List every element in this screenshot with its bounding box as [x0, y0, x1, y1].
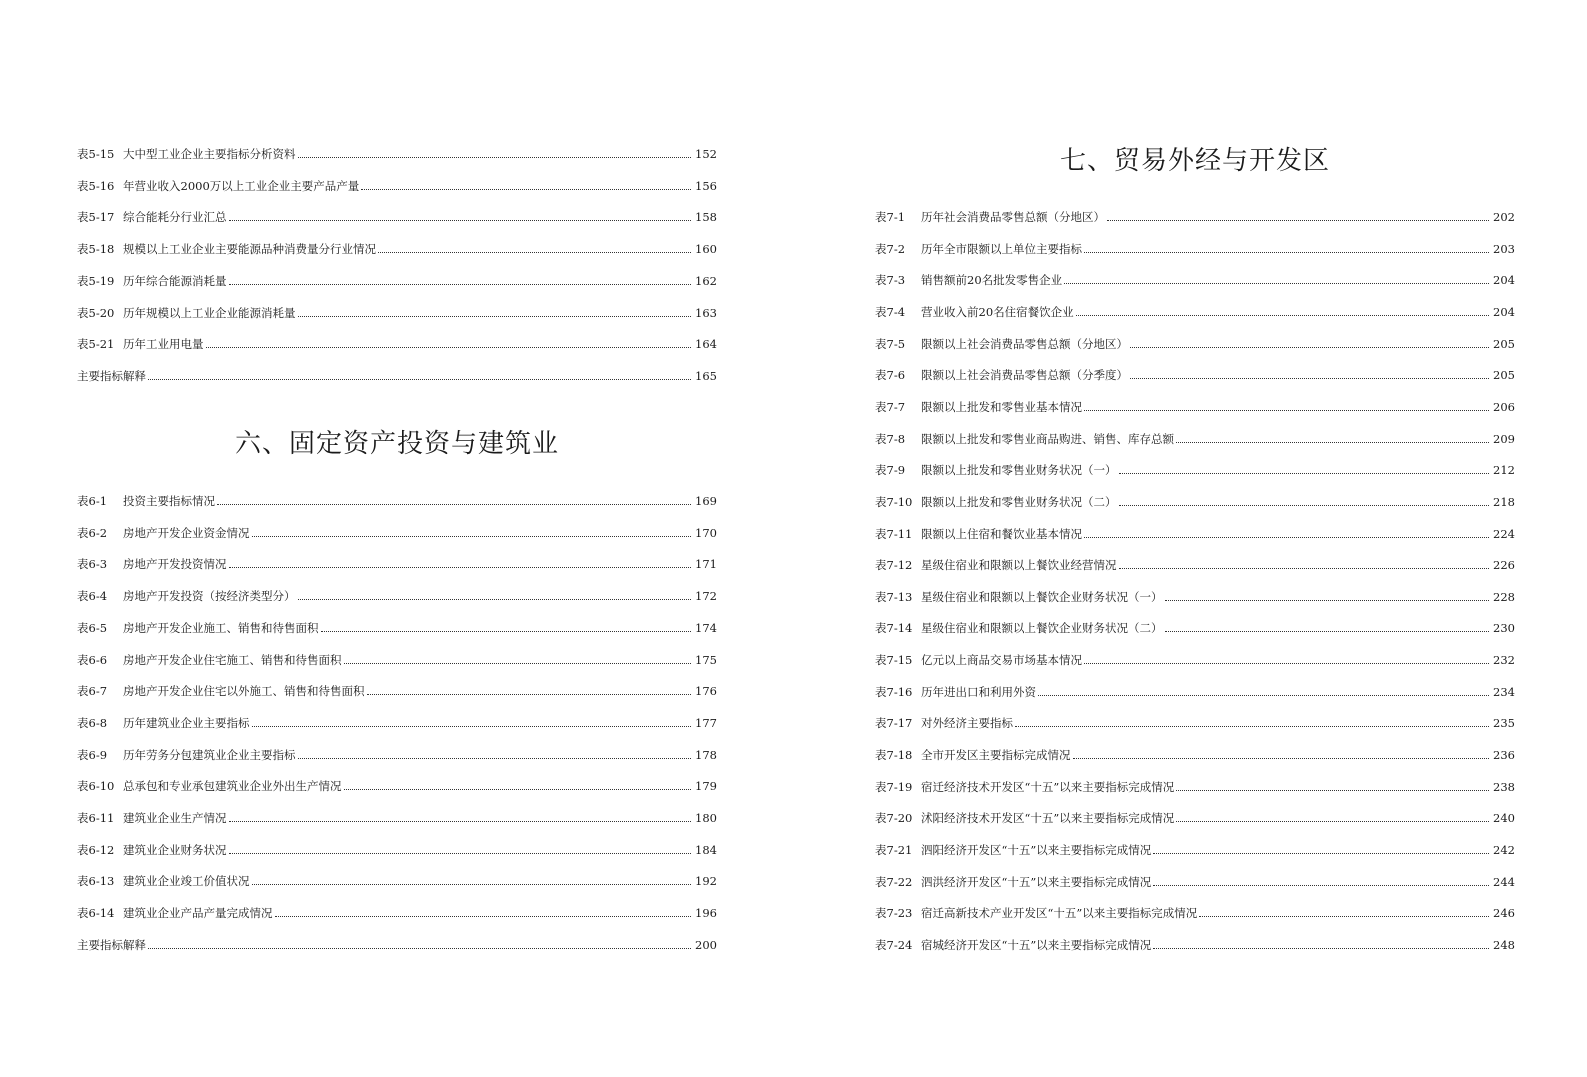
toc-leader-dots: [344, 663, 692, 664]
toc-entry[interactable]: [77, 647, 717, 667]
toc-entry-title: 年营业收入2000万以上工业企业主要产品产量: [123, 178, 360, 193]
toc-entry-code: 表7-4: [875, 304, 906, 319]
toc-entry-label: [875, 811, 1174, 825]
toc-entry[interactable]: [77, 678, 717, 698]
toc-leader-dots: [1176, 790, 1489, 791]
toc-entry-page-number: 206: [1493, 399, 1515, 414]
toc-entry-label: [875, 337, 1128, 351]
toc-entry[interactable]: [77, 805, 717, 825]
toc-leader-dots: [1176, 442, 1489, 443]
toc-entry-code: 表7-21: [875, 843, 913, 857]
toc-entry-label: [875, 210, 1105, 224]
toc-leader-dots: [1165, 600, 1490, 601]
toc-entry-page-number: 175: [695, 652, 717, 667]
toc-entry-code: 表7-9: [875, 463, 906, 478]
toc-entry-label: [875, 621, 1163, 635]
toc-entry-page-number: 158: [695, 210, 717, 225]
toc-entry-label: [875, 716, 1013, 730]
toc-entry[interactable]: [875, 362, 1515, 382]
toc-entry-code: 表7-24: [875, 937, 913, 952]
toc-entry-label: [875, 875, 1151, 889]
toc-entry-code: 表5-21: [77, 337, 115, 352]
toc-entry-code: 表7-14: [875, 621, 913, 636]
toc-entry-label: [77, 557, 227, 571]
toc-entry-code: 表7-15: [875, 653, 913, 668]
toc-entry-title: 历年进出口和利用外资: [921, 684, 1036, 699]
section-title-6: 六、固定资产投资与建筑业: [234, 429, 559, 459]
toc-entry-title: 宿迁高新技术产业开发区“十五”以来主要指标完成情况: [921, 906, 1198, 921]
toc-entry-title: 房地产开发投资情况: [123, 557, 227, 572]
toc-entry-title: 限额以上社会消费品零售总额（分地区）: [921, 336, 1128, 351]
toc-entry-code: 表6-7: [77, 684, 108, 699]
toc-entry[interactable]: [77, 488, 717, 508]
toc-entry-title: 历年劳务分包建筑业企业主要指标: [123, 747, 296, 762]
toc-leader-dots: [1130, 378, 1489, 379]
toc-entry-label: [875, 527, 1082, 541]
toc-entry-label: [77, 494, 215, 508]
toc-entry-code: 表5-20: [77, 305, 115, 320]
toc-leader-dots: [361, 189, 691, 190]
toc-leader-dots: [298, 758, 692, 759]
toc-entry-code: 表6-14: [77, 906, 115, 921]
toc-entry-code: 表5-18: [77, 242, 115, 257]
toc-entry[interactable]: [77, 141, 717, 161]
toc-leader-dots: [206, 347, 692, 348]
section-title-7: 七、贸易外经与开发区: [1059, 146, 1330, 176]
toc-entry[interactable]: [875, 742, 1515, 762]
toc-entry-page-number: 226: [1493, 558, 1515, 573]
toc-entry[interactable]: [875, 615, 1515, 635]
toc-entry-label: [875, 780, 1174, 794]
toc-entry-label: [77, 843, 227, 857]
toc-leader-dots: [1153, 948, 1489, 949]
toc-entry-label: [875, 305, 1074, 319]
toc-leader-dots: [229, 567, 692, 568]
toc-entry[interactable]: [77, 932, 717, 952]
toc-entry-code: 表6-2: [77, 525, 108, 540]
toc-entry-page-number: 184: [695, 842, 717, 857]
toc-entry-label: [875, 558, 1117, 572]
toc-entry-title: 泗阳经济开发区“十五”以来主要指标完成情况: [921, 843, 1152, 857]
toc-entry[interactable]: [77, 868, 717, 888]
toc-entry-code: 表7-3: [875, 273, 906, 288]
toc-entry-label: [875, 273, 1062, 287]
toc-entry[interactable]: [875, 457, 1515, 477]
toc-entry-label: [77, 526, 250, 540]
toc-entry-title: 投资主要指标情况: [123, 494, 215, 508]
toc-leader-dots: [229, 220, 692, 221]
toc-entry-page-number: 174: [695, 620, 717, 635]
toc-entry-code: 表7-23: [875, 906, 913, 921]
toc-entry-code: 表7-17: [875, 716, 913, 731]
toc-entry-label: [77, 306, 296, 320]
toc-entry[interactable]: [77, 837, 717, 857]
toc-entry[interactable]: [875, 331, 1515, 351]
toc-leader-dots: [1165, 631, 1490, 632]
toc-leader-dots: [1107, 220, 1489, 221]
toc-leader-dots: [1130, 347, 1489, 348]
toc-entry-page-number: 202: [1493, 210, 1515, 224]
toc-entry-label: [77, 147, 296, 161]
toc-entry-title: 销售额前20名批发零售企业: [921, 273, 1063, 288]
toc-entry-label: [77, 748, 296, 762]
toc-entry-page-number: 160: [695, 242, 717, 257]
toc-entry-title: 大中型工业企业主要指标分析资料: [123, 147, 296, 161]
toc-entry[interactable]: [77, 331, 717, 351]
toc-entry[interactable]: [77, 363, 717, 383]
toc-entry-title: 星级住宿业和限额以上餐饮业经营情况: [921, 558, 1117, 573]
toc-entry-title: 历年全市限额以上单位主要指标: [921, 241, 1082, 256]
toc-entry-title: 限额以上批发和零售业财务状况（一）: [921, 463, 1117, 478]
toc-entry-page-number: 235: [1493, 716, 1515, 731]
toc-entry[interactable]: [875, 267, 1515, 287]
toc-entry-page-number: 212: [1493, 463, 1515, 478]
toc-entry-label: [875, 368, 1128, 382]
toc-entry-page-number: 228: [1493, 589, 1515, 604]
toc-entry-page-number: 218: [1493, 494, 1515, 509]
toc-entry-code: 表7-20: [875, 811, 913, 826]
toc-entry-page-number: 224: [1493, 526, 1515, 541]
toc-leader-dots: [148, 948, 691, 949]
toc-entry-title: 建筑业企业生产情况: [123, 811, 227, 825]
toc-entry-label: [875, 653, 1082, 667]
toc-entry-label: [77, 589, 296, 603]
toc-entry-title: 限额以上批发和零售业财务状况（二）: [921, 494, 1117, 509]
toc-entry-code: 表7-22: [875, 874, 913, 889]
toc-entry-page-number: 196: [695, 906, 717, 921]
toc-entry[interactable]: [875, 552, 1515, 572]
toc-entry-title: 建筑业企业竣工价值状况: [123, 874, 250, 889]
toc-entry-title: 星级住宿业和限额以上餐饮企业财务状况（一）: [921, 589, 1163, 604]
toc-entry-title: 限额以上住宿和餐饮业基本情况: [921, 526, 1082, 541]
toc-entry-label: [77, 242, 376, 256]
toc-leader-dots: [1119, 473, 1490, 474]
toc-entry[interactable]: [77, 173, 717, 193]
toc-leader-dots: [1064, 283, 1489, 284]
toc-entry-code: 表6-3: [77, 557, 108, 572]
toc-entry-page-number: 236: [1493, 748, 1515, 763]
toc-entry-code: 表7-19: [875, 779, 913, 794]
toc-entry[interactable]: [875, 236, 1515, 256]
toc-entry[interactable]: [875, 805, 1515, 825]
toc-entry-title: 建筑业企业财务状况: [123, 842, 227, 857]
toc-entry-code: 表5-15: [77, 147, 115, 161]
toc-entry-label: [77, 811, 227, 825]
toc-leader-dots: [298, 316, 692, 317]
toc-entry-title: 综合能耗分行业汇总: [123, 210, 227, 225]
toc-leader-dots: [1119, 505, 1490, 506]
toc-entry[interactable]: [875, 679, 1515, 699]
toc-entry-code: 表7-2: [875, 241, 906, 256]
toc-entry-code: 表6-13: [77, 874, 115, 889]
toc-entry-code: 表6-12: [77, 842, 115, 857]
toc-entry-title: 历年建筑业企业主要指标: [123, 715, 250, 730]
toc-entry-code: 表6-9: [77, 747, 108, 762]
toc-leader-dots: [252, 726, 692, 727]
toc-entry-page-number: 170: [695, 525, 717, 540]
toc-entry-title: 历年规模以上工业企业能源消耗量: [123, 305, 296, 320]
toc-entry-page-number: 244: [1493, 874, 1515, 889]
toc-entry-code: 表7-11: [875, 526, 913, 541]
toc-entry-page-number: 230: [1493, 621, 1515, 636]
toc-entry-page-number: 176: [695, 684, 717, 699]
toc-entry-code: 表6-10: [77, 779, 115, 794]
toc-entry-page-number: 163: [695, 305, 717, 320]
toc-entry-code: 表6-11: [77, 811, 115, 825]
toc-entry-label: [875, 590, 1163, 604]
toc-entry[interactable]: [875, 774, 1515, 794]
toc-entry-label: [77, 337, 204, 351]
toc-entry-label: [875, 463, 1117, 477]
toc-entry-title: 星级住宿业和限额以上餐饮企业财务状况（二）: [921, 621, 1163, 636]
toc-entry[interactable]: [875, 900, 1515, 920]
toc-entry-title: 全市开发区主要指标完成情况: [921, 748, 1071, 763]
toc-entry-code: 表7-12: [875, 558, 913, 573]
toc-entry[interactable]: [77, 204, 717, 224]
toc-entry-label: [875, 906, 1197, 920]
toc-entry-code: 表6-8: [77, 715, 108, 730]
toc-entry[interactable]: [875, 647, 1515, 667]
toc-entry-title: 房地产开发企业住宅以外施工、销售和待售面积: [123, 684, 365, 699]
toc-entry-code: 表7-13: [875, 589, 913, 604]
toc-entry-title: 历年综合能源消耗量: [123, 273, 227, 288]
toc-entry-title: 宿城经济开发区“十五”以来主要指标完成情况: [921, 937, 1152, 952]
toc-entry-title: 建筑业企业产品产量完成情况: [123, 906, 273, 921]
toc-entry-title: 历年工业用电量: [123, 337, 204, 352]
toc-leader-dots: [1176, 821, 1489, 822]
toc-entry-title: 历年社会消费品零售总额（分地区）: [921, 210, 1105, 224]
toc-entry-page-number: 200: [695, 937, 717, 952]
toc-entry-page-number: 205: [1493, 368, 1515, 383]
toc-entry-page-number: 172: [695, 589, 717, 604]
toc-leader-dots: [1084, 252, 1489, 253]
toc-entry-code: 表6-5: [77, 620, 108, 635]
toc-entry-label: [875, 242, 1082, 256]
toc-entry-title: 主要指标解释: [77, 368, 146, 383]
toc-leader-dots: [148, 379, 691, 380]
toc-entry[interactable]: [77, 900, 717, 920]
toc-entry[interactable]: [875, 204, 1515, 224]
toc-entry-page-number: 232: [1493, 653, 1515, 668]
toc-entry-page-number: 177: [695, 715, 717, 730]
toc-leader-dots: [1076, 315, 1489, 316]
toc-entry-label: [875, 495, 1117, 509]
toc-entry-page-number: 169: [695, 494, 717, 508]
toc-entry-code: 表7-7: [875, 399, 906, 414]
toc-leader-dots: [1153, 853, 1489, 854]
toc-entry-code: 表7-16: [875, 684, 913, 699]
toc-entry-label: [77, 621, 319, 635]
toc-entry[interactable]: [875, 869, 1515, 889]
toc-entry-label: [77, 653, 342, 667]
toc-entry-label: [875, 400, 1082, 414]
toc-leader-dots: [252, 884, 692, 885]
toc-leader-dots: [1084, 410, 1489, 411]
toc-entry-title: 亿元以上商品交易市场基本情况: [921, 653, 1082, 668]
toc-entry-title: 房地产开发投资（按经济类型分）: [123, 589, 296, 604]
toc-leader-dots: [1153, 885, 1489, 886]
toc-entry-page-number: 248: [1493, 937, 1515, 952]
toc-entry-label: [77, 716, 250, 730]
toc-leader-dots: [217, 504, 691, 505]
toc-entry-code: 表7-18: [875, 748, 913, 763]
toc-entry-title: 泗洪经济开发区“十五”以来主要指标完成情况: [921, 874, 1152, 889]
toc-leader-dots: [344, 789, 692, 790]
toc-entry[interactable]: [875, 710, 1515, 730]
toc-entry[interactable]: [77, 615, 717, 635]
toc-entry-code: 表7-1: [875, 210, 906, 224]
toc-leader-dots: [1119, 568, 1490, 569]
toc-entry[interactable]: [77, 710, 717, 730]
toc-entry-page-number: 234: [1493, 684, 1515, 699]
toc-entry-title: 房地产开发企业住宅施工、销售和待售面积: [123, 652, 342, 667]
toc-entry-title: 规模以上工业企业主要能源品种消费量分行业情况: [123, 242, 376, 257]
toc-entry[interactable]: [77, 742, 717, 762]
toc-leader-dots: [229, 284, 692, 285]
toc-entry[interactable]: [77, 300, 717, 320]
toc-entry[interactable]: [77, 773, 717, 793]
toc-entry-title: 宿迁经济技术开发区“十五”以来主要指标完成情况: [921, 779, 1175, 794]
toc-entry-page-number: 179: [695, 779, 717, 794]
toc-leader-dots: [298, 157, 692, 158]
toc-entry-page-number: 171: [695, 557, 717, 572]
toc-entry-page-number: 246: [1493, 906, 1515, 921]
toc-leader-dots: [229, 821, 692, 822]
toc-entry[interactable]: [875, 426, 1515, 446]
toc-entry-label: [875, 748, 1071, 762]
toc-entry-label: [77, 779, 342, 793]
toc-entry-code: 表5-19: [77, 273, 115, 288]
toc-entry-code: 表6-1: [77, 494, 108, 508]
toc-entry[interactable]: [875, 932, 1515, 952]
toc-leader-dots: [1015, 726, 1489, 727]
toc-entry-label: [77, 906, 273, 920]
toc-entry-title: 房地产开发企业资金情况: [123, 525, 250, 540]
toc-entry-label: [77, 874, 250, 888]
toc-entry-title: 限额以上批发和零售业商品购进、销售、库存总额: [921, 431, 1174, 446]
toc-entry-page-number: 240: [1493, 811, 1515, 826]
toc-entry-label: [77, 938, 146, 952]
toc-entry[interactable]: [77, 520, 717, 540]
toc-entry-page-number: 192: [695, 874, 717, 889]
toc-entry-page-number: 180: [695, 811, 717, 825]
toc-entry-title: 房地产开发企业施工、销售和待售面积: [123, 620, 319, 635]
toc-entry-title: 限额以上社会消费品零售总额（分季度）: [921, 368, 1128, 383]
toc-leader-dots: [321, 631, 692, 632]
toc-leader-dots: [1073, 758, 1490, 759]
toc-entry[interactable]: [875, 489, 1515, 509]
toc-entry-code: 表5-16: [77, 178, 115, 193]
toc-entry-page-number: 204: [1493, 273, 1515, 288]
toc-entry-page-number: 203: [1493, 241, 1515, 256]
toc-leader-dots: [1199, 916, 1489, 917]
toc-leader-dots: [1038, 695, 1489, 696]
toc-entry-page-number: 164: [695, 337, 717, 352]
toc-entry-label: [77, 274, 227, 288]
toc-entry-page-number: 178: [695, 747, 717, 762]
toc-entry-page-number: 156: [695, 178, 717, 193]
toc-entry-label: [77, 210, 227, 224]
toc-entry-page-number: 205: [1493, 336, 1515, 351]
toc-entry-label: [875, 938, 1151, 952]
toc-entry[interactable]: [77, 268, 717, 288]
toc-entry-label: [875, 685, 1036, 699]
toc-entry[interactable]: [77, 551, 717, 571]
toc-leader-dots: [298, 599, 692, 600]
toc-entry-code: 表7-10: [875, 494, 913, 509]
toc-entry-code: 表6-4: [77, 589, 108, 604]
toc-entry[interactable]: [875, 837, 1515, 857]
toc-leader-dots: [252, 536, 692, 537]
toc-entry-code: 表7-8: [875, 431, 906, 446]
toc-leader-dots: [367, 694, 692, 695]
toc-entry-code: 表7-6: [875, 368, 906, 383]
toc-entry-title: 沭阳经济技术开发区“十五”以来主要指标完成情况: [921, 811, 1175, 826]
toc-leader-dots: [229, 853, 692, 854]
toc-entry[interactable]: [875, 521, 1515, 541]
toc-leader-dots: [1084, 663, 1489, 664]
toc-entry-label: [875, 432, 1174, 446]
toc-entry-page-number: 238: [1493, 779, 1515, 794]
toc-entry-page-number: 204: [1493, 304, 1515, 319]
toc-entry-code: 表7-5: [875, 336, 906, 351]
toc-entry-label: [77, 684, 365, 698]
toc-entry-title: 总承包和专业承包建筑业企业外出生产情况: [123, 779, 342, 794]
toc-entry-title: 限额以上批发和零售业基本情况: [921, 399, 1082, 414]
toc-leader-dots: [1084, 537, 1489, 538]
toc-entry-page-number: 162: [695, 273, 717, 288]
toc-entry-page-number: 242: [1493, 843, 1515, 857]
toc-entry-page-number: 152: [695, 147, 717, 161]
toc-entry-label: [77, 179, 359, 193]
toc-entry[interactable]: [77, 236, 717, 256]
toc-entry[interactable]: [77, 583, 717, 603]
toc-entry-title: 主要指标解释: [77, 937, 146, 952]
toc-leader-dots: [378, 252, 691, 253]
toc-entry[interactable]: [875, 394, 1515, 414]
toc-entry-page-number: 165: [695, 368, 717, 383]
toc-leader-dots: [275, 916, 692, 917]
toc-entry-label: [77, 369, 146, 383]
toc-entry-page-number: 209: [1493, 431, 1515, 446]
toc-entry-label: [875, 843, 1151, 857]
toc-entry-code: 表6-6: [77, 652, 108, 667]
toc-entry-title: 营业收入前20名住宿餐饮企业: [921, 304, 1074, 319]
toc-entry[interactable]: [875, 299, 1515, 319]
toc-entry-code: 表5-17: [77, 210, 115, 225]
toc-entry[interactable]: [875, 584, 1515, 604]
toc-entry-title: 对外经济主要指标: [921, 716, 1013, 731]
